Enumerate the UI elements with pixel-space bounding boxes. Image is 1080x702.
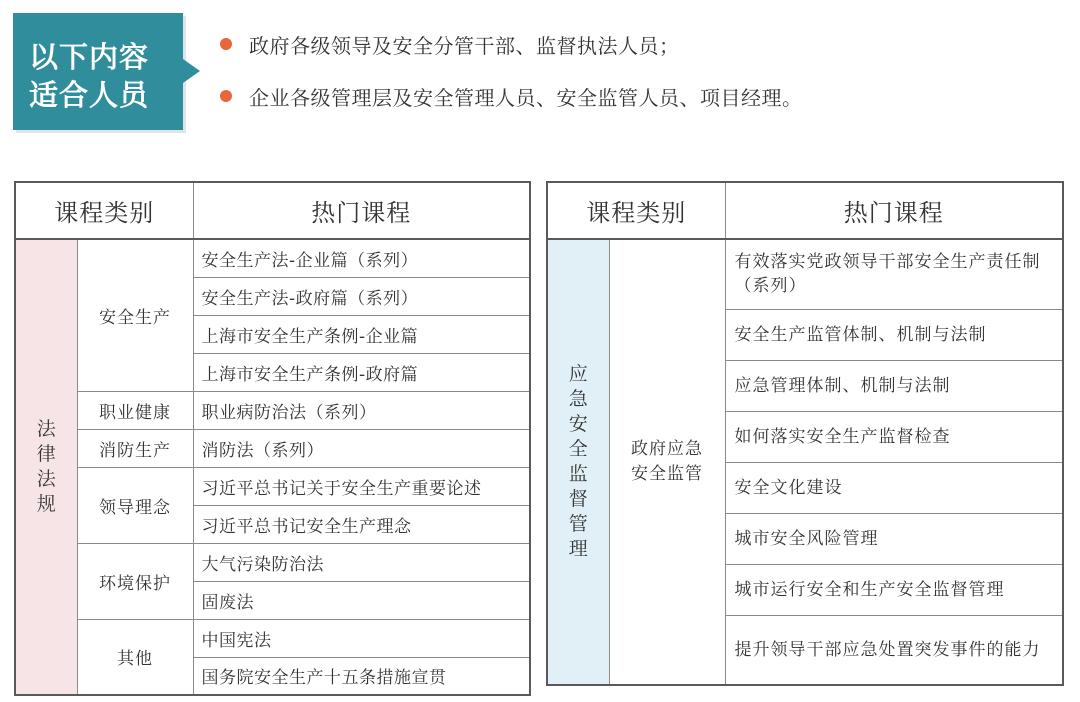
course-cell: 有效落实党政领导干部安全生产责任制（系列） (725, 239, 1063, 309)
course-cell: 安全生产法-企业篇（系列） (193, 239, 530, 277)
course-cell: 国务院安全生产十五条措施宣贯 (193, 657, 530, 695)
group-label: 法律法规 (36, 418, 56, 515)
header-course: 热门课程 (725, 182, 1063, 239)
category-cell: 职业健康 (77, 391, 193, 429)
course-cell: 应急管理体制、机制与法制 (725, 360, 1063, 411)
badge-title-line2: 适合人员 (29, 78, 150, 112)
group-label: 应急安全监督管理 (568, 363, 588, 560)
course-table-emergency (546, 181, 1064, 686)
audience-item-text: 政府各级领导及安全分管干部、监督执法人员； (249, 33, 680, 58)
course-cell: 消防法（系列） (193, 429, 530, 467)
course-cell: 习近平总书记关于安全生产重要论述 (193, 467, 530, 505)
category-cell: 其他 (77, 619, 193, 695)
badge-title-line1: 以下内容 (29, 40, 150, 74)
audience-item-text: 企业各级管理层及安全管理人员、安全监管人员、项目经理。 (249, 85, 803, 110)
course-cell: 安全生产监管体制、机制与法制 (725, 309, 1063, 360)
course-table-law (14, 181, 531, 696)
header-category: 课程类别 (15, 182, 193, 239)
course-cell: 固废法 (193, 581, 530, 619)
category-cell: 安全生产 (77, 239, 193, 391)
course-cell: 上海市安全生产条例-企业篇 (193, 315, 530, 353)
audience-item (220, 81, 803, 111)
header-category: 课程类别 (547, 182, 725, 239)
category-cell: 领导理念 (77, 467, 193, 543)
header-course: 热门课程 (193, 182, 530, 239)
category-cell: 消防生产 (77, 429, 193, 467)
course-cell: 如何落实安全生产监督检查 (725, 411, 1063, 462)
bullet-dot-icon (220, 38, 232, 50)
course-cell: 提升领导干部应急处置突发事件的能力 (725, 615, 1063, 685)
course-cell: 大气污染防治法 (193, 543, 530, 581)
group-cell-law (15, 239, 77, 695)
course-cell: 中国宪法 (193, 619, 530, 657)
bullet-dot-icon (220, 90, 232, 102)
audience-item (220, 29, 680, 59)
course-cell: 习近平总书记安全生产理念 (193, 505, 530, 543)
course-cell: 安全生产法-政府篇（系列） (193, 277, 530, 315)
course-cell: 职业病防治法（系列） (193, 391, 530, 429)
course-cell: 安全文化建设 (725, 462, 1063, 513)
audience-badge (13, 13, 183, 130)
course-cell: 城市安全风险管理 (725, 513, 1063, 564)
category-label: 政府应急安全监管 (631, 439, 703, 484)
category-cell: 环境保护 (77, 543, 193, 619)
category-cell (609, 239, 725, 685)
group-cell-emergency (547, 239, 609, 685)
course-cell: 城市运行安全和生产安全监督管理 (725, 564, 1063, 615)
course-cell: 上海市安全生产条例-政府篇 (193, 353, 530, 391)
